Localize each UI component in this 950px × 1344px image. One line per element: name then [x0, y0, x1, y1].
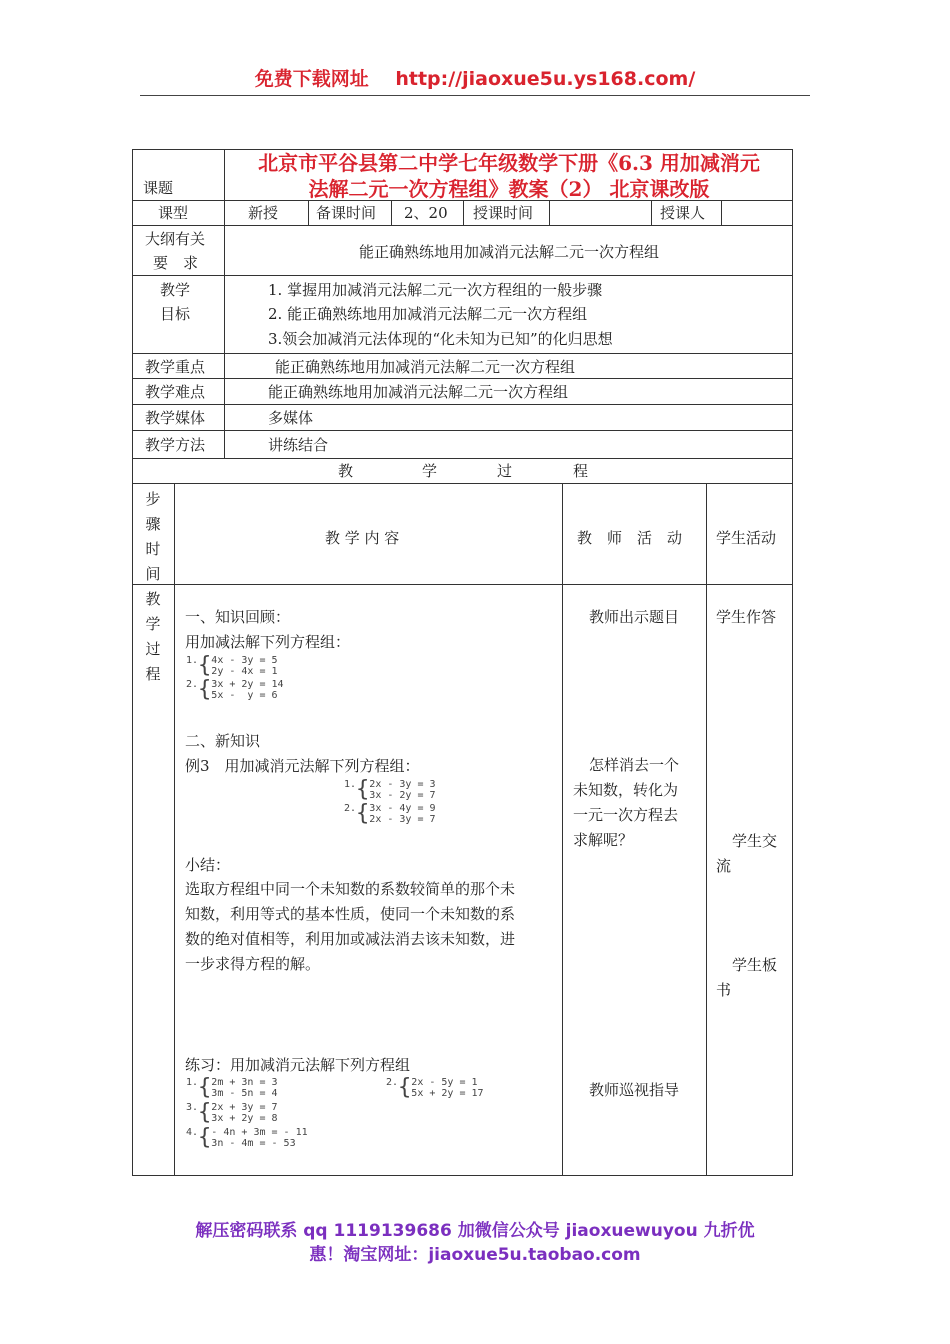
teacher-column-header: 教 师 活 动	[577, 529, 683, 547]
header-download-link[interactable]	[0, 64, 950, 91]
key-point-label: 教学重点	[145, 358, 206, 376]
prep-time-value: 2、20	[404, 204, 448, 222]
goals-label-1: 教学	[160, 281, 191, 299]
page-title	[226, 150, 792, 202]
teacher-label: 授课人	[660, 204, 706, 222]
media-value: 多媒体	[268, 409, 314, 427]
lesson-type-value: 新授	[248, 204, 279, 222]
practice-equation-1: 1.{ 2m + 3n = 3 3m - 5n = 4	[186, 1075, 278, 1100]
footer-line-1: 解压密码联系 qq 1119139686 加微信公众号 jiaoxuewuyou 九折优	[195, 1221, 755, 1241]
title-line-2: 法解二元一次方程组》教案（2） 北京课改版	[308, 177, 710, 201]
student-board: 学生板 书	[716, 956, 778, 999]
media-label: 教学媒体	[145, 409, 206, 427]
practice-equation-2: 2.{ 2x - 5y = 1 5x + 2y = 17	[386, 1075, 484, 1100]
summary-text: 选取方程组中同一个未知数的系数较简单的那个未 知数，利用等式的基本性质，使同一个未知数的系 数的绝对值相等，利用加或减法消去该未知数，进 一步求得方程的解。	[185, 880, 516, 973]
steps-column-header: 步 骤 时 间	[145, 490, 161, 583]
key-point-value: 能正确熟练地用加减消元法解二元一次方程组	[275, 358, 576, 376]
process-header-char-4: 程	[573, 462, 589, 480]
process-header-char-3: 过	[497, 462, 513, 480]
syllabus-label-2: 要 求	[153, 254, 199, 272]
practice-equation-4: 4.{ - 4n + 3m = - 11 3n - 4m = - 53	[186, 1125, 308, 1150]
footer-contact	[0, 1219, 950, 1267]
review-equation-2: 2.{ 3x + 2y = 14 5x - y = 6	[186, 677, 284, 702]
header-divider	[140, 95, 810, 96]
prep-time-label: 备课时间	[316, 204, 377, 222]
process-label: 教 学 过 程	[145, 590, 161, 683]
review-prompt: 用加减法解下列方程组：	[185, 633, 351, 651]
student-column-header: 学生活动	[716, 529, 777, 547]
teach-time-label: 授课时间	[473, 204, 534, 222]
content-column-header: 教 学 内 容	[325, 529, 400, 547]
goal-item-3: 3.领会加减消元法体现的“化未知为已知”的化归思想	[268, 330, 613, 348]
example-heading: 例3 用加减消元法解下列方程组：	[185, 757, 420, 775]
practice-equation-3: 3.{ 2x + 3y = 7 3x + 2y = 8	[186, 1100, 278, 1125]
example-equation-1: 1.{ 2x - 3y = 3 3x - 2y = 7	[344, 777, 436, 802]
goal-item-1: 1. 掌握用加减消元法解二元一次方程组的一般步骤	[268, 281, 603, 299]
review-title: 一、知识回顾：	[185, 608, 291, 626]
title-line-1: 北京市平谷县第二中学七年级数学下册《6.3 用加减消元	[258, 151, 760, 175]
teacher-patrol: 教师巡视指导	[589, 1081, 680, 1099]
method-label: 教学方法	[145, 436, 206, 454]
header-label: 免费下载网址	[254, 68, 369, 90]
review-equation-1: 1.{ 4x - 3y = 5 2y - 4x = 1	[186, 653, 278, 678]
topic-label: 课题	[143, 179, 174, 197]
student-answer: 学生作答	[716, 608, 777, 626]
student-discuss: 学生交 流	[716, 832, 778, 875]
header-url[interactable]: http://jiaoxue5u.ys168.com/	[395, 68, 696, 90]
syllabus-value: 能正确熟练地用加减消元法解二元一次方程组	[359, 243, 660, 261]
method-value: 讲练结合	[268, 436, 329, 454]
difficulty-label: 教学难点	[145, 383, 206, 401]
goals-label-2: 目标	[160, 305, 191, 323]
footer-line-2[interactable]: 惠！淘宝网址：jiaoxue5u.taobao.com	[309, 1245, 641, 1265]
goal-item-2: 2. 能正确熟练地用加减消元法解二元一次方程组	[268, 305, 588, 323]
summary-title: 小结：	[185, 856, 231, 874]
practice-title: 练习：用加减消元法解下列方程组	[185, 1056, 411, 1074]
process-header-char-1: 教	[338, 462, 354, 480]
process-header-char-2: 学	[422, 462, 438, 480]
teacher-question: 怎样消去一个 未知数，转化为 一元一次方程去 求解呢？	[573, 756, 680, 849]
lesson-type-label: 课型	[158, 204, 189, 222]
new-knowledge-title: 二、新知识	[185, 732, 261, 750]
example-equation-2: 2.{ 3x - 4y = 9 2x - 3y = 7	[344, 801, 436, 826]
difficulty-value: 能正确熟练地用加减消元法解二元一次方程组	[268, 383, 569, 401]
syllabus-label-1: 大纲有关	[145, 230, 206, 248]
teacher-show-problems: 教师出示题目	[589, 608, 680, 626]
